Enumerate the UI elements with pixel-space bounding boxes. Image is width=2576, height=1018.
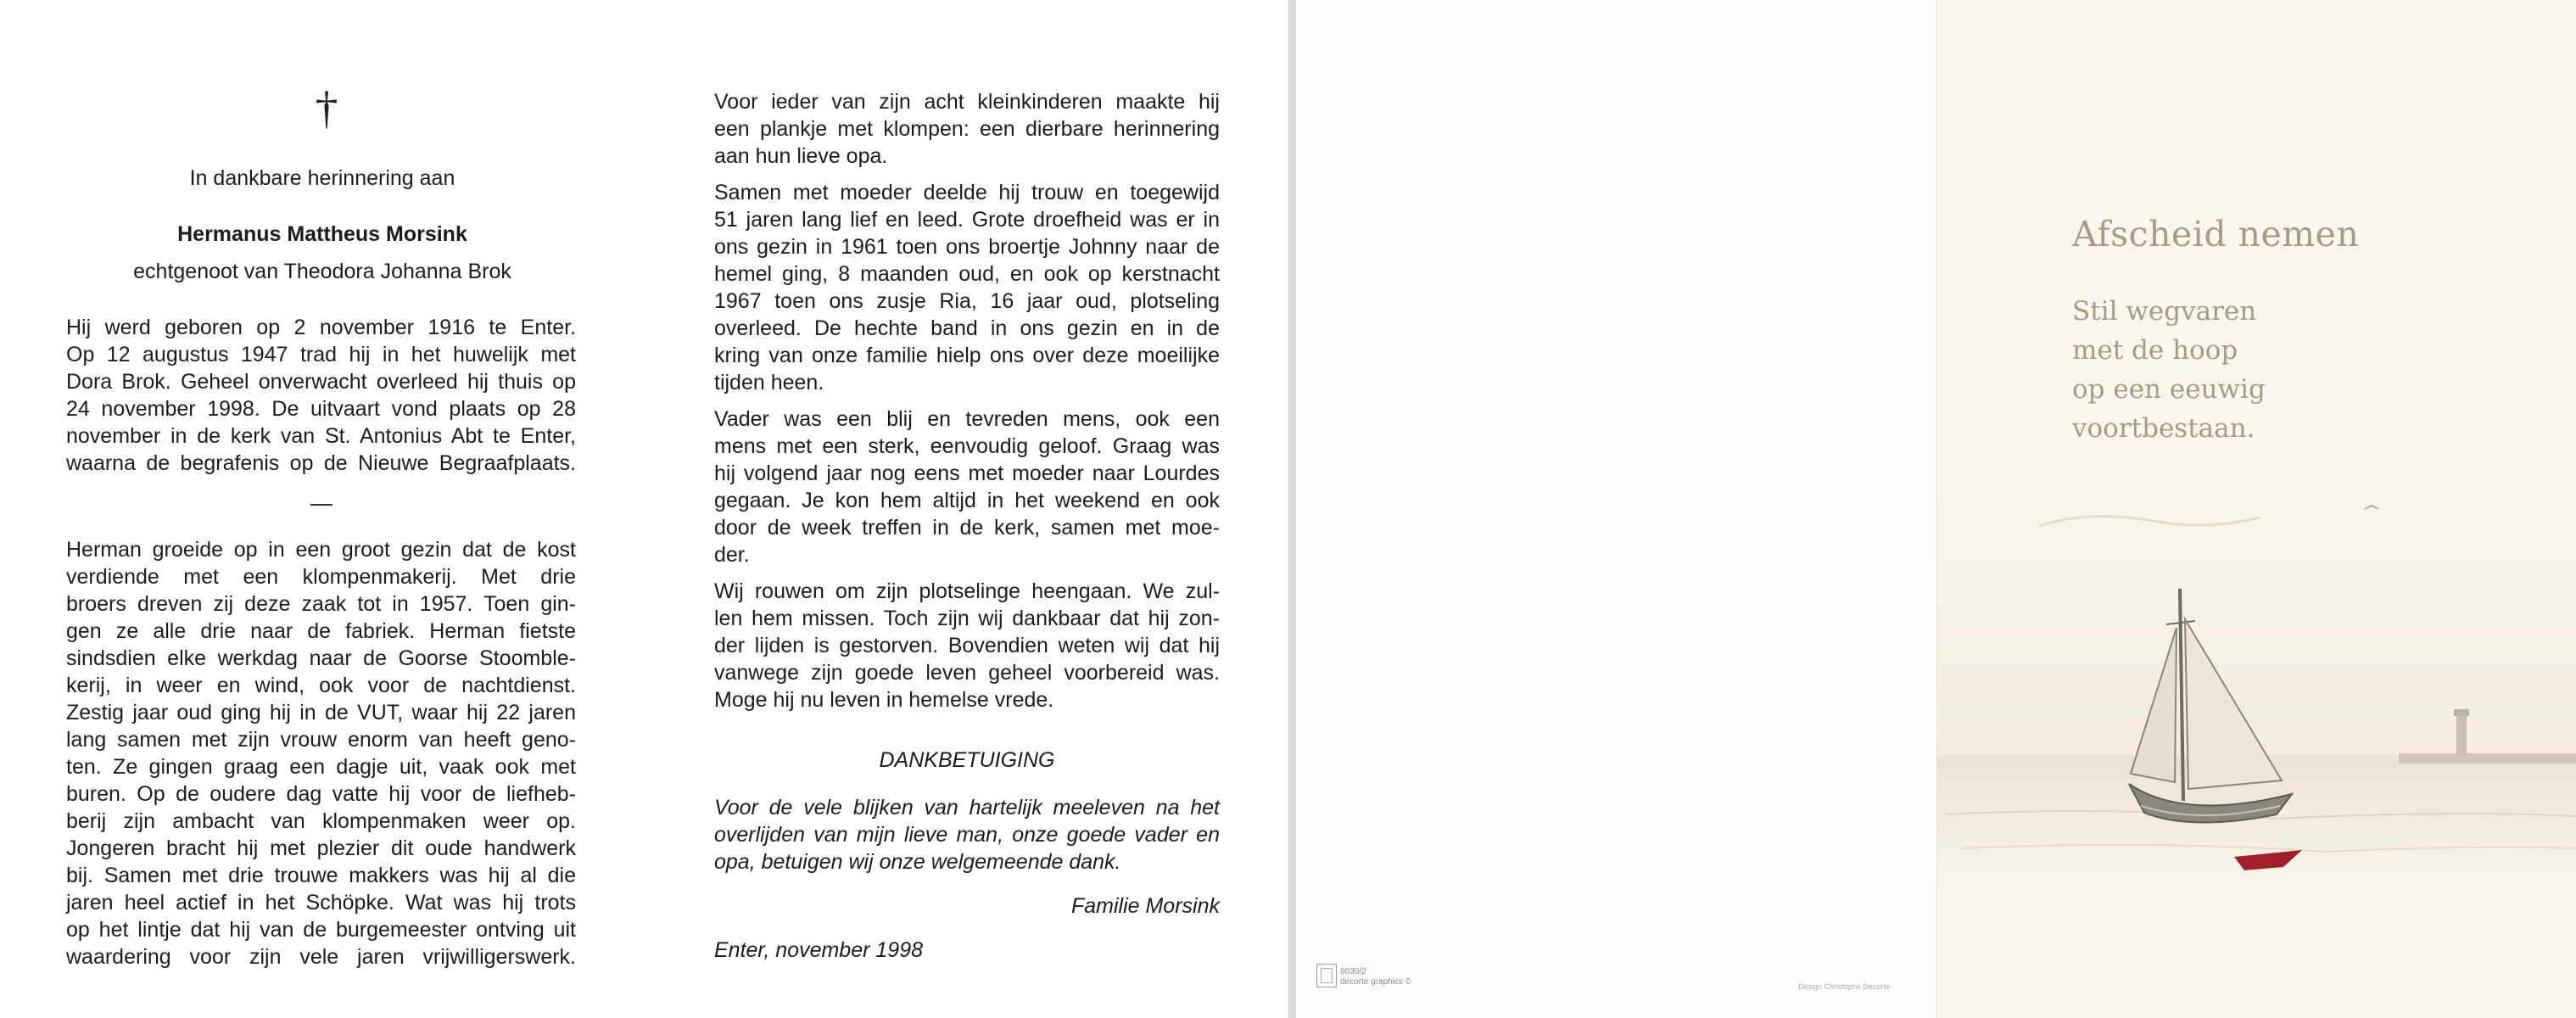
cover-title: Afscheid nemen — [2072, 214, 2360, 255]
text-line: ten. Ze gingen graag een dagje uit, vaak ook met — [66, 755, 576, 779]
thanks-paragraph — [714, 794, 1220, 875]
text-line: waarna de begrafenis op de Nieuwe Begraafplaats. — [66, 451, 576, 475]
paragraph-mourning — [714, 578, 1220, 713]
text-line: len hem missen. Toch zijn wij dankbaar dat hij zon- — [714, 607, 1220, 630]
poem-line: voortbestaan. — [2072, 413, 2255, 444]
text-line: Wij rouwen om zijn plotselinge heengaan. We zul- — [714, 579, 1220, 603]
memorial-left-page — [0, 0, 653, 1018]
text-line: lang samen met zijn vrouw enorm van heeft geno- — [66, 728, 576, 752]
text-line: op het lintje dat hij van de burgemeester ontving uit — [66, 918, 576, 942]
text-line: bij. Samen met drie trouwe makkers was hij al die — [66, 864, 576, 887]
text-line: 1967 toen ons zusje Ria, 16 jaar oud, plotseling — [714, 289, 1220, 313]
right-text-column — [714, 88, 1220, 713]
spouse-line: echtgenoot van Theodora Johanna Brok — [133, 260, 511, 283]
text-line: aan hun lieve opa. — [714, 144, 888, 168]
text-line: sindsdien elke werkdag naar de Goorse Stoomble- — [66, 646, 576, 670]
blank-back-page — [1296, 0, 1937, 1018]
text-line: Voor ieder van zijn acht kleinkinderen maakte hij — [714, 90, 1220, 114]
paragraph-character — [714, 406, 1220, 568]
text-line: hemel ging, 8 maanden oud, en ook op kerstnacht — [714, 262, 1220, 286]
intro-line: In dankbare herinnering aan — [189, 166, 455, 190]
poem-line: op een eeuwig — [2072, 374, 2266, 405]
text-line: waardering voor zijn vele jaren vrijwilligerswerk. — [66, 945, 576, 969]
text-line: een plankje met klompen: een dierbare herinnering — [714, 117, 1220, 141]
text-line: ons gezin in 1961 toen ons broertje Johnny naar de — [714, 235, 1220, 259]
text-line: november in de kerk van St. Antonius Abt te Enter, — [66, 424, 576, 448]
paragraph-grandchildren — [714, 88, 1220, 170]
cross-icon: † — [315, 82, 338, 133]
deceased-name: Hermanus Mattheus Morsink — [177, 222, 467, 246]
text-line: tijden heen. — [714, 371, 824, 394]
biography-paragraph-2 — [66, 536, 576, 970]
text-line: overlijden van mijn lieve man, onze goede vader en — [714, 823, 1220, 847]
publisher-brand: decorte graphics © — [1340, 977, 1412, 987]
text-line: gegaan. Je kon hem altijd in het weekend en ook — [714, 489, 1220, 512]
text-line: berij zijn ambacht van klompenmaken weer op. — [66, 809, 576, 833]
thanks-title: DANKBETUIGING — [879, 748, 1055, 772]
text-line: mens met een sterk, eenvoudig geloof. Graag was — [714, 434, 1220, 458]
text-line: verdiende met een klompenmakerij. Met drie — [66, 565, 576, 589]
text-line: broers dreven zij deze zaak tot in 1957. Toen gin- — [66, 592, 576, 616]
text-line: buren. Op de oudere dag vatte hij voor de liefheb- — [66, 782, 576, 806]
text-line: 51 jaren lang lief en leed. Grote droefheid was er in — [714, 208, 1220, 232]
text-line: 24 november 1998. De uitvaart vond plaats op 28 — [66, 397, 576, 421]
text-line: jaren heel actief in het Schöpke. Wat was hij trots — [66, 891, 576, 915]
text-line: der lijden is gestorven. Bovendien weten wij dat hij — [714, 634, 1220, 657]
separator-dash — [310, 504, 332, 506]
poem-line: met de hoop — [2072, 335, 2238, 366]
text-line: gen ze alle drie naar de fabriek. Herman fietste — [66, 619, 576, 643]
text-line: overleed. De hechte band in ons gezin en in de — [714, 316, 1220, 340]
poem-line: Stil wegvaren — [2072, 296, 2257, 327]
cover-poem — [2072, 292, 2266, 448]
publisher-logo-icon — [1316, 964, 1337, 987]
product-code: 6030/2 — [1340, 967, 1366, 976]
text-line: Jongeren bracht hij met plezier dit oude handwerk — [66, 836, 576, 860]
signature: Familie Morsink — [1070, 894, 1220, 918]
text-line: Voor de vele blijken van hartelijk meeleven na het — [714, 796, 1220, 819]
text-line: Op 12 augustus 1947 trad hij in het huwelijk met — [66, 343, 576, 366]
text-line: door de week treffen in de kerk, samen met moe- — [714, 516, 1220, 540]
text-line: kring van onze familie hielp ons over deze moeilijke — [714, 344, 1220, 367]
text-line: Dora Brok. Geheel onverwacht overleed hij thuis op — [66, 370, 576, 394]
sailboat-illustration — [1937, 0, 2576, 1018]
text-line: opa, betuigen wij onze welgemeende dank. — [714, 850, 1121, 874]
text-line: hij volgend jaar nog eens met moeder naar Lourdes — [714, 461, 1220, 485]
memorial-right-page — [653, 0, 1289, 1018]
cover-page — [1937, 0, 2576, 1018]
text-line: Moge hij nu leven in hemelse vrede. — [714, 688, 1054, 712]
biography-paragraph-1 — [66, 314, 576, 477]
text-line: Herman groeide op in een groot gezin dat de kost — [66, 538, 576, 562]
fold-gap — [1289, 0, 1296, 1018]
text-line: kerij, in weer en wind, ook voor de nachtdienst. — [66, 674, 576, 697]
text-line: Samen met moeder deelde hij trouw en toegewijd — [714, 181, 1220, 204]
text-line: Vader was een blij en tevreden mens, ook een — [714, 407, 1220, 431]
place-date: Enter, november 1998 — [714, 938, 923, 962]
text-line: vanwege zijn goede leven geheel voorbereid was. — [714, 661, 1220, 685]
text-line: Zestig jaar oud ging hij in de VUT, waar hij 22 jaren — [66, 701, 576, 724]
text-line: Hij werd geboren op 2 november 1916 te Enter. — [66, 316, 576, 339]
paragraph-marriage — [714, 179, 1220, 396]
text-line: der. — [714, 543, 750, 567]
design-credit: Design Christophe Decorte — [1798, 982, 1891, 991]
